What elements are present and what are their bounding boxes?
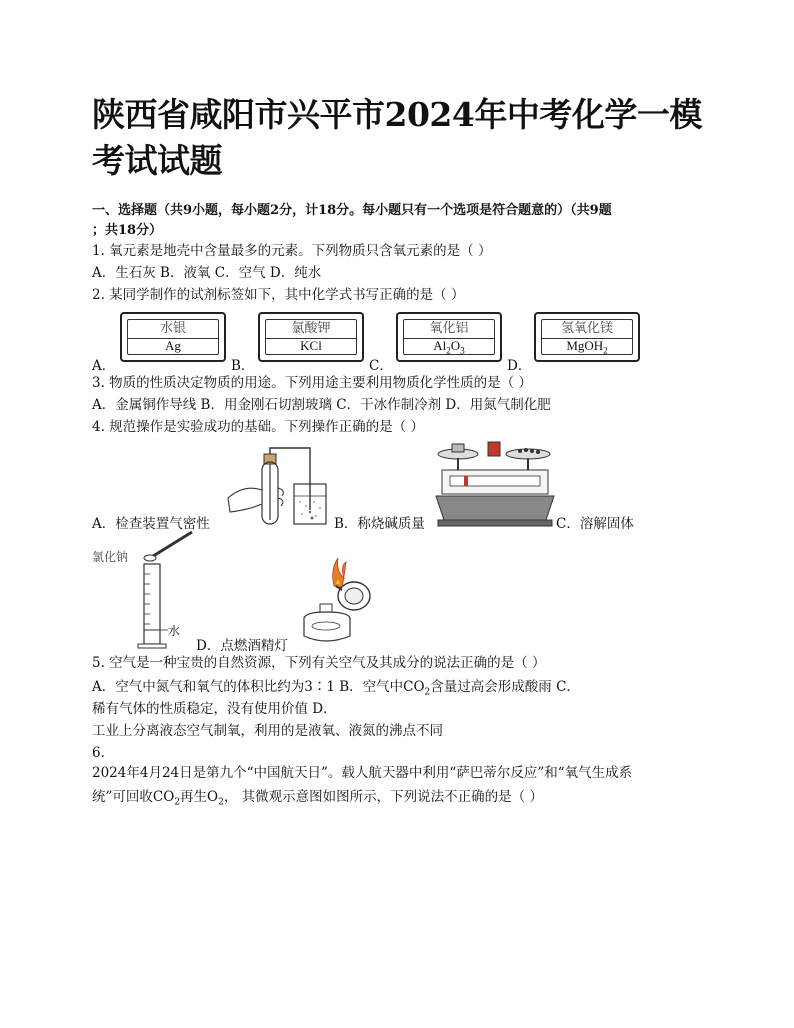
label-name: 氯酸钾: [266, 320, 356, 339]
q5-line3: 工业上分离液态空气制氧，利用的是液氧、液氮的沸点不同: [92, 723, 443, 739]
q4-option-a: A．检查装置气密性: [92, 516, 210, 532]
label-name: 氢氧化镁: [542, 320, 632, 339]
q1-stem: 1. 氧元素是地壳中含量最多的元素。下列物质只含氧元素的是（ ）: [92, 243, 492, 259]
q2-option-b: B．: [231, 358, 255, 374]
label-formula: $Al_2O_3$: [433, 338, 465, 356]
airtightness-check-figure: [224, 440, 336, 532]
q4-option-c: C．溶解固体: [556, 516, 634, 532]
q6-number: 6.: [92, 745, 105, 761]
q6-line2: [92, 788, 543, 812]
q2-option-a: A．: [92, 358, 116, 374]
subscript: 2: [218, 797, 224, 808]
page-title: 陕西省咸阳市兴平市2024年中考化学一模考试试题: [92, 95, 702, 180]
q4-option-d: D．点燃酒精灯: [196, 638, 288, 654]
reagent-label-a: [120, 312, 226, 362]
label-formula: KCl: [300, 338, 322, 353]
reagent-label-c: [396, 312, 502, 362]
reagent-label-d: [534, 312, 640, 362]
q5-line1: [92, 678, 580, 702]
q3-stem: 3. 物质的性质决定物质的用途。下列用途主要利用物质化学性质的是（ ）: [92, 375, 532, 391]
label-sodium-chloride: 氯化钠: [92, 550, 129, 564]
q6-text: 再生O: [180, 789, 219, 805]
q4-stem: 4. 规范操作是实验成功的基础。下列操作正确的是（ ）: [92, 419, 424, 435]
label-water: 水: [168, 624, 181, 638]
q5-text: 含量过高会形成酸雨 C．: [430, 679, 580, 695]
q2-stem: 2. 某同学制作的试剂标签如下，其中化学式书写正确的是（ ）: [92, 287, 465, 303]
q4-option-b: B．称烧碱质量: [334, 516, 425, 532]
label-name: 水银: [128, 320, 218, 339]
q3-options: A．金属铜作导线 B．用金刚石切割玻璃 C．干冰作制冷剂 D．用氮气制化肥: [92, 397, 551, 413]
reagent-label-b: [258, 312, 364, 362]
subscript: 2: [174, 797, 181, 808]
q5-line2: 稀有气体的性质稳定，没有使用价值 D．: [92, 701, 337, 717]
alcohol-lamp-figure: [296, 556, 380, 648]
q6-text: ， 其微观示意图如图所示，下列说法不正确的是（ ）: [223, 789, 543, 805]
q6-line1: 2024年4月24日是第九个“中国航天日”。载人航天器中利用“萨巴蒂尔反应”和“氧气生成系: [92, 765, 633, 781]
label-name: 氧化铝: [404, 320, 494, 339]
section-heading-cont: ；共18分）: [92, 223, 163, 238]
q5-stem: 5. 空气是一种宝贵的自然资源，下列有关空气及其成分的说法正确的是（ ）: [92, 655, 546, 671]
q2-option-d: D．: [507, 358, 532, 374]
label-formula: MgOH$_2$: [566, 338, 608, 356]
q2-option-c: C．: [369, 358, 393, 374]
q5-text: A．空气中氮气和氧气的体积比约为3∶1 B．空气中CO: [92, 679, 425, 695]
q1-options: A．生石灰 B．液氧 C．空气 D．纯水: [92, 265, 322, 281]
label-formula: Ag: [165, 338, 181, 353]
section-heading: 一、选择题（共9小题，每小题2分，计18分。每小题只有一个选项是符合题意的）（共9题: [92, 203, 612, 218]
balance-figure: [432, 440, 558, 528]
subscript: 2: [424, 687, 431, 698]
q6-text: 统”可回收CO: [92, 789, 175, 805]
